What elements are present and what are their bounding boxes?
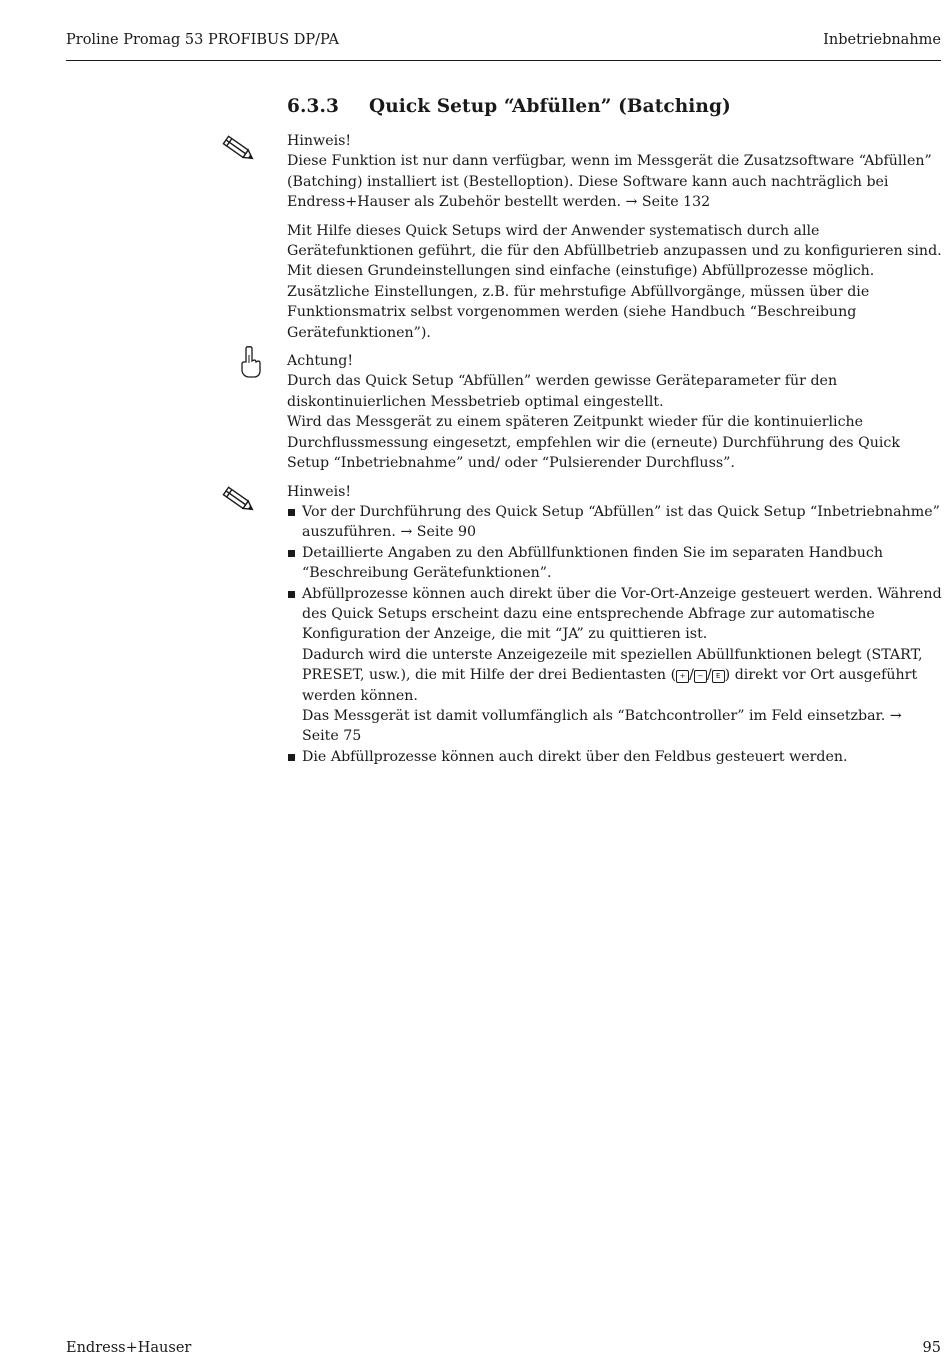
pencil-icon	[219, 134, 257, 164]
enter-key-icon: E	[712, 670, 725, 683]
note-block-2	[287, 482, 942, 768]
plus-key-icon: +	[676, 670, 689, 683]
bullet-3-text-a: Abfüllprozesse können auch direkt über die Vor-Ort-Anzeige gesteuert werden. Während des Quick Setups erscheint dazu eine entsprechende Abfrage zur automatische Konfiguration der Anzeige, die mit “JA” zu quittieren ist.	[302, 585, 942, 643]
list-item: Vor der Durchführung des Quick Setup “Abfüllen” ist das Quick Setup “Inbetriebnahme” auszuführen. → Seite 90	[287, 502, 942, 543]
key-separator: /	[689, 667, 694, 684]
list-item: Die Abfüllprozesse können auch direkt über den Feldbus gesteuert werden.	[287, 747, 942, 767]
page-header	[66, 32, 941, 61]
page-number: 95	[922, 1340, 941, 1356]
note-2-bullet-list	[287, 502, 942, 767]
pencil-icon	[219, 485, 257, 515]
section-title: Quick Setup “Abfüllen” (Batching)	[369, 96, 731, 117]
list-item	[287, 584, 942, 747]
caution-paragraph-2: Wird das Messgerät zu einem späteren Zeitpunkt wieder für die kontinuierliche Durchflussmessung eingesetzt, empfehlen wir die (erneute) Durchführung des Quick Setup “Inbetriebnahme” und/ oder “Pulsierender Durchfluss”.	[287, 414, 900, 472]
note-1-label: Hinweis!	[287, 133, 352, 149]
header-product: Proline Promag 53 PROFIBUS DP/PA	[66, 32, 339, 48]
header-chapter: Inbetriebnahme	[823, 32, 941, 48]
body-paragraph-2: Zusätzliche Einstellungen, z.B. für mehrstufige Abfüllvorgänge, müssen über die Funktionsmatrix selbst vorgenommen werden (siehe Handbuch “Beschreibung Gerätefunktionen”).	[287, 283, 870, 341]
section-heading	[287, 96, 731, 117]
main-content	[287, 131, 942, 767]
caution-label: Achtung!	[287, 353, 354, 370]
note-2-label: Hinweis!	[287, 483, 352, 500]
note-block-1	[287, 131, 942, 213]
pointing-hand-icon	[239, 345, 263, 379]
minus-key-icon: −	[694, 670, 707, 683]
body-paragraph-1: Mit Hilfe dieses Quick Setups wird der Anwender systematisch durch alle Gerätefunktionen geführt, die für den Abfüllbetrieb anzupassen und zu konfigurieren sind. Mit diesen Grundeinstellungen sind einfache (einstufige) Abfüllprozesse möglich.	[287, 222, 942, 280]
key-separator: /	[706, 667, 712, 684]
section-number: 6.3.3	[287, 96, 339, 117]
caution-block	[287, 351, 942, 473]
list-item: Detaillierte Angaben zu den Abfüllfunktionen finden Sie im separaten Handbuch “Beschreibung Gerätefunktionen”.	[287, 543, 942, 584]
caution-paragraph-1: Durch das Quick Setup “Abfüllen” werden gewisse Geräteparameter für den diskontinuierlichen Messbetrieb optimal eingestellt.	[287, 373, 838, 410]
note-1-text: Diese Funktion ist nur dann verfügbar, wenn im Messgerät die Zusatzsoftware “Abfüllen” (Batching) installiert ist (Bestelloption). Diese Software kann auch nachträglich bei Endress+Hauser als Zubehör bestellt werden. → Seite 132	[287, 153, 932, 211]
bullet-3-text-b-pre: Dadurch wird die unterste Anzeigezeile mit speziellen Abüllfunktionen belegt (START, PRESET, usw.), die mit Hilfe der drei Bedientasten (	[302, 646, 923, 684]
footer-company: Endress+Hauser	[66, 1340, 192, 1356]
bullet-3-text-c: Das Messgerät ist damit vollumfänglich als “Batchcontroller” im Feld einsetzbar. → Seite 75	[302, 707, 902, 745]
bullet-3-text-b-post: ) direkt vor Ort ausgeführt werden können.	[302, 667, 918, 704]
